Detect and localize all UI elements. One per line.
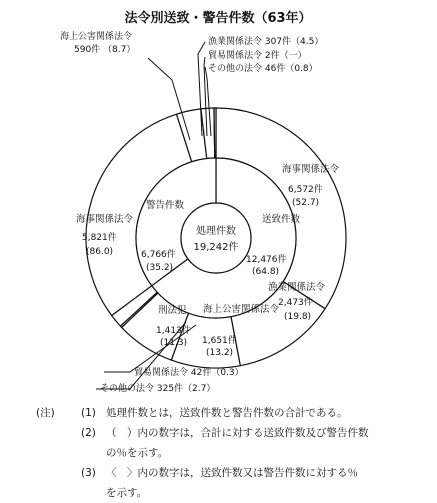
center-value: 19,242件 [193, 242, 239, 253]
outer-value-s-kougai: 1,651件 [202, 336, 237, 346]
callout-s-sonota: その他の法令 325件（2.7） [100, 384, 216, 394]
note-1 [36, 403, 426, 423]
outer-label-w-kaiji: 海事関係法令 [76, 214, 134, 225]
note-2 [36, 423, 426, 443]
note-3-cont [36, 483, 426, 503]
outer-pct-s-kaiji: (52.7) [292, 198, 320, 208]
note-1-text: 処理件数とは，送致件数と警告件数の合計である。 [106, 407, 348, 419]
outer-label-s-kaiji: 海事関係法令 [282, 164, 340, 175]
note-3-text: 〈 〉内の数字は，送致件数又は警告件数に対する％ [106, 467, 358, 479]
outer-slice-10 [214, 108, 216, 158]
outer-label-s-keiho: 刑法犯 [158, 305, 187, 316]
inner-label-keikoku: 警告件数 [146, 200, 185, 211]
center-circle [181, 203, 251, 273]
inner-value-keikoku: 6,766件 [141, 250, 176, 260]
note-1-num: (1) [81, 407, 96, 419]
inner-pct-keikoku: (35.2) [146, 263, 174, 273]
outer-value-s-gyogyo: 2,473件 [278, 298, 313, 308]
outer-value-s-kaiji: 6,572件 [288, 185, 323, 195]
outer-pct-s-keiho: (11.3) [160, 338, 188, 348]
callout-w-kougai-2: 590件 （8.7） [74, 45, 136, 55]
outer-label-s-gyogyo: 漁業関係法令 [268, 282, 326, 293]
outer-label-s-kougai: 海上公害関係法令 [203, 304, 280, 315]
outer-value-w-kaiji: 5,821件 [82, 233, 117, 243]
notes [36, 403, 426, 503]
inner-pct-soti: (64.8) [252, 267, 280, 277]
callout-s-boeki: 貿易関係法令 42件（0.3） [134, 368, 244, 378]
note-mark: (注) [36, 407, 55, 419]
note-2-cont [36, 443, 426, 463]
note-3-cont-text: を示す。 [106, 487, 148, 499]
callout-w-gyogyo: 漁業関係法令 307件（4.5） [208, 37, 324, 47]
inner-value-soti: 12,476件 [246, 255, 287, 265]
note-2-text: （ ）内の数字は，合計に対する送致件数及び警告件数 [106, 427, 369, 439]
inner-label-soti: 送致件数 [262, 214, 301, 225]
outer-pct-w-kaiji: (86.0) [86, 247, 114, 257]
outer-pct-s-kougai: (13.2) [206, 348, 234, 358]
outer-pct-s-gyogyo: (19.8) [284, 312, 312, 322]
note-3 [36, 463, 426, 483]
callout-w-kougai-1: 海上公害関係法令 [60, 32, 133, 42]
note-2-cont-text: の％を示す。 [106, 447, 169, 459]
note-3-num: (3) [81, 467, 96, 479]
callout-w-sonota: その他の法令 46件（0.8） [208, 64, 318, 74]
note-2-num: (2) [81, 427, 96, 439]
outer-value-s-keiho: 1,413件 [156, 326, 191, 336]
chart-title: 法令別送致・警告件数（63年） [124, 11, 312, 26]
center-label: 処理件数 [196, 226, 236, 237]
callout-w-boeki: 貿易関係法令 2件（一） [208, 51, 307, 61]
